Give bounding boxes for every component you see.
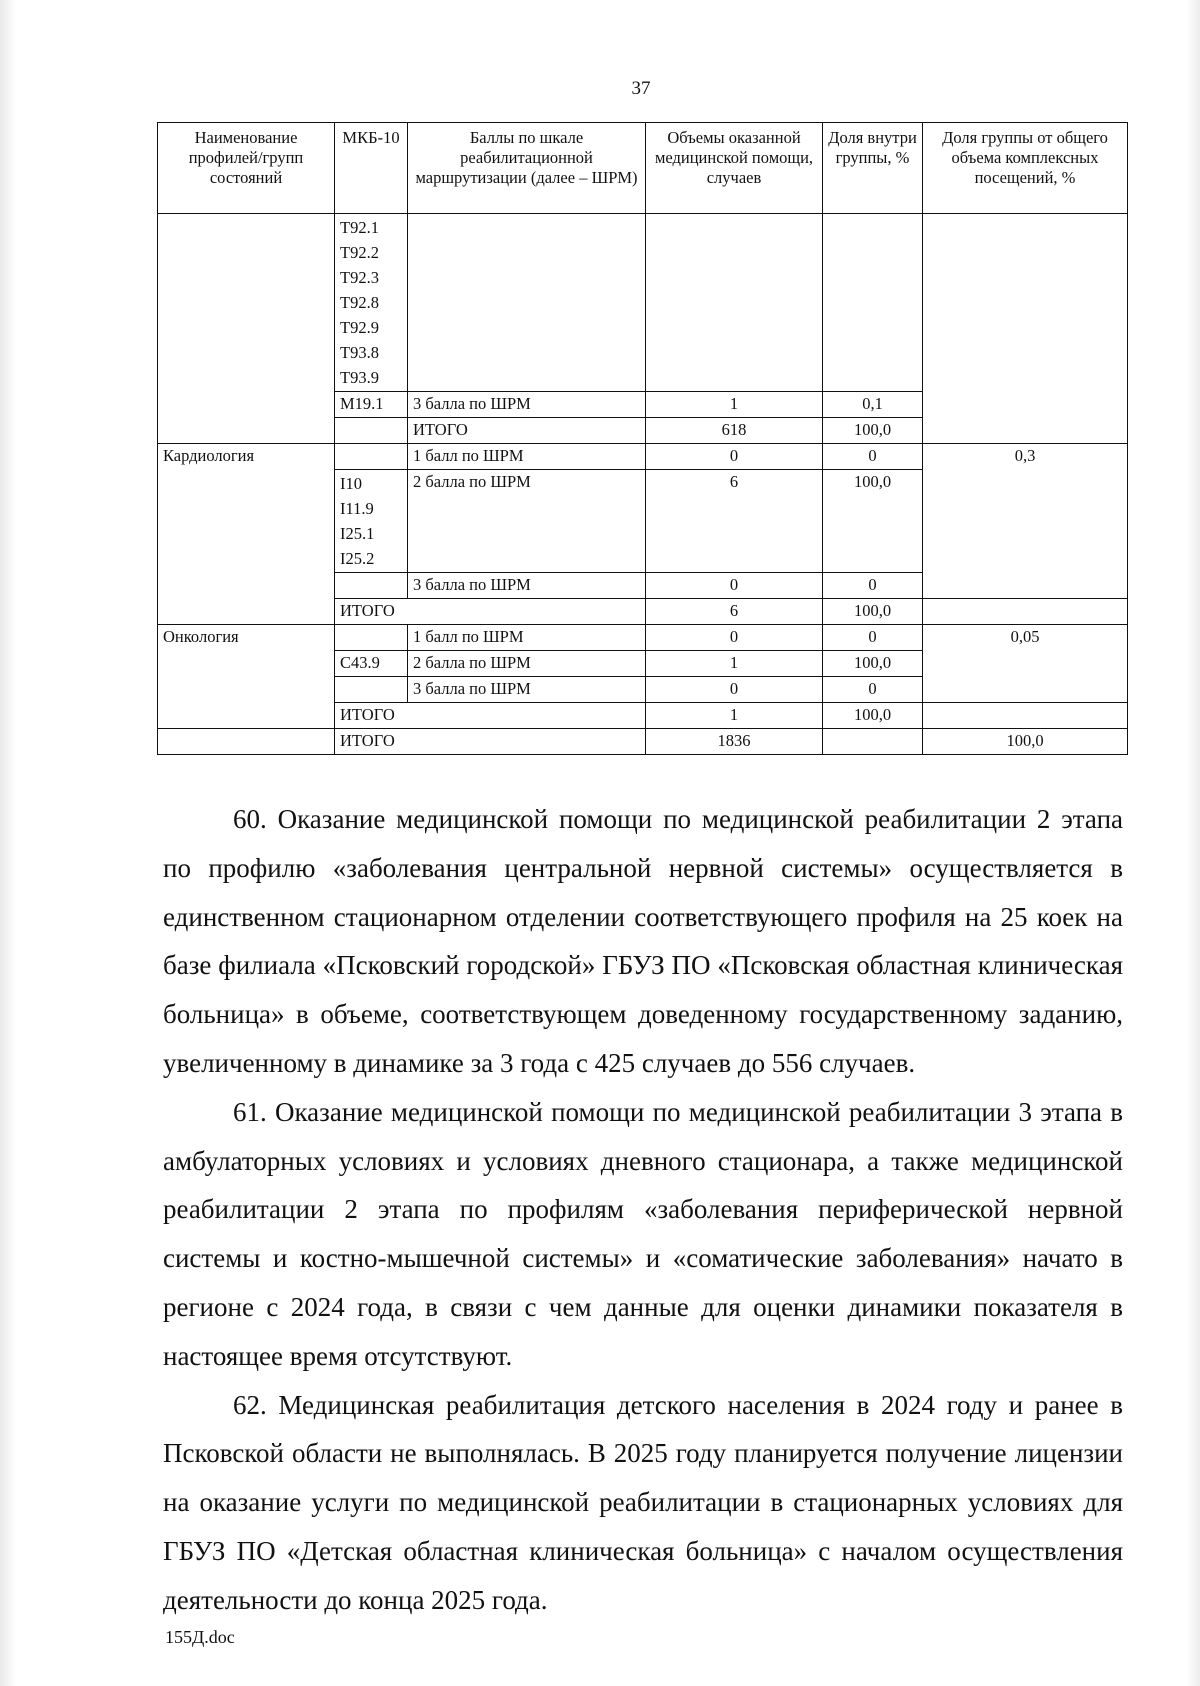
group-share-value: 100,0	[923, 729, 1128, 755]
icd-code-list	[335, 214, 408, 392]
empty-cell	[923, 703, 1128, 729]
volume-value: 1	[646, 392, 823, 418]
header-group-share: Доля группы от общего объема комплексных посещений, %	[923, 123, 1128, 214]
icd-code: T92.9	[340, 318, 379, 337]
footer-filename: 155Д.doc	[165, 1627, 235, 1647]
scan-edge-left	[0, 0, 16, 1686]
share-value: 100,0	[823, 599, 923, 625]
volume-value: 0	[646, 677, 823, 703]
empty-cell	[335, 444, 408, 470]
body-text	[163, 795, 1123, 1625]
icd-code: T92.1	[340, 218, 379, 237]
empty-cell	[823, 729, 923, 755]
share-value: 100,0	[823, 651, 923, 677]
shrm-score: 1 балл по ШРМ	[408, 625, 646, 651]
volume-value: 618	[646, 418, 823, 444]
profile-name: Онкология	[158, 625, 335, 729]
share-value: 100,0	[823, 418, 923, 444]
header-profile: Наименование профилей/групп состояний	[158, 123, 335, 214]
volume-value: 0	[646, 573, 823, 599]
share-value: 0	[823, 444, 923, 470]
empty-cell	[335, 677, 408, 703]
paragraph-61: 61. Оказание медицинской помощи по медицинской реабилитации 3 этапа в амбулаторных условиях и условиях дневного стационара, а также медицинской реабилитации 2 этапа по профилям «заболевания периферической нервной системы и костно-мышечной системы» и «соматические заболевания» начато в регионе с 2024 года, в связи с чем данные для оценки динамики показателя в настоящее время отсутствуют.	[163, 1096, 1123, 1371]
volume-value: 6	[646, 470, 823, 573]
empty-cell	[923, 599, 1128, 625]
total-label: ИТОГО	[335, 599, 646, 625]
share-value: 100,0	[823, 470, 923, 573]
volume-value: 1	[646, 651, 823, 677]
header-icd10: МКБ-10	[335, 123, 408, 214]
empty-cell	[335, 625, 408, 651]
icd-code: I25.2	[340, 549, 375, 568]
share-value: 0	[823, 573, 923, 599]
icd-code-list	[335, 470, 408, 573]
header-volume: Объемы оказанной медицинской помощи, случаев	[646, 123, 823, 214]
shrm-score: 2 балла по ШРМ	[408, 470, 646, 573]
icd-code: T92.8	[340, 293, 379, 312]
table-row	[158, 214, 1128, 392]
table-header-row	[158, 123, 1128, 214]
paragraph-62: 62. Медицинская реабилитация детского населения в 2024 году и ранее в Псковской области не выполнялась. В 2025 году планируется получение лицензии на оказание услуги по медицинской реабилитации в стационарных условиях для ГБУЗ ПО «Детская областная клиническая больница» с началом осуществления деятельности до конца 2025 года.	[163, 1389, 1123, 1615]
table-row-grand-total	[158, 729, 1128, 755]
icd-code: I11.9	[340, 499, 374, 518]
icd-code: C43.9	[335, 651, 408, 677]
empty-cell	[408, 214, 646, 392]
total-label: ИТОГО	[335, 703, 646, 729]
profile-cell-empty	[158, 214, 335, 444]
table-row	[158, 444, 1128, 470]
group-share-cell-empty	[923, 214, 1128, 444]
scan-edge-right	[1186, 0, 1200, 1686]
volume-value: 1	[646, 703, 823, 729]
volume-value: 6	[646, 599, 823, 625]
group-share-value: 0,05	[923, 625, 1128, 703]
shrm-score: 3 балла по ШРМ	[408, 392, 646, 418]
empty-cell	[646, 214, 823, 392]
shrm-score: 3 балла по ШРМ	[408, 573, 646, 599]
share-value: 0	[823, 625, 923, 651]
icd-code: T92.3	[340, 268, 379, 287]
table-row	[158, 625, 1128, 651]
share-value: 0	[823, 677, 923, 703]
header-share-in-group: Доля внутри группы, %	[823, 123, 923, 214]
total-label: ИТОГО	[335, 729, 646, 755]
shrm-score: 3 балла по ШРМ	[408, 677, 646, 703]
paragraph-60: 60. Оказание медицинской помощи по медицинской реабилитации 2 этапа по профилю «заболевания центральной нервной системы» осуществляется в единственном стационарном отделении соответствующего профиля на 25 коек на базе филиала «Псковский городской» ГБУЗ ПО «Псковская областная клиническая больница» в объеме, соответствующем доведенному государственному заданию, увеличенному в динамике за 3 года с 425 случаев до 556 случаев.	[163, 804, 1123, 1078]
group-share-value: 0,3	[923, 444, 1128, 599]
icd-code: I10	[340, 474, 362, 493]
header-shrm-score: Баллы по шкале реабилитационной маршрутизации (далее – ШРМ)	[408, 123, 646, 214]
page-number: 37	[631, 78, 651, 99]
icd-code: T93.9	[340, 368, 379, 387]
empty-cell	[823, 214, 923, 392]
volume-value: 0	[646, 625, 823, 651]
shrm-score: 1 балл по ШРМ	[408, 444, 646, 470]
empty-cell	[158, 729, 335, 755]
empty-cell	[335, 418, 408, 444]
icd-code: I25.1	[340, 524, 375, 543]
shrm-score: 2 балла по ШРМ	[408, 651, 646, 677]
icd-code: M19.1	[335, 392, 408, 418]
rehabilitation-table	[157, 122, 1128, 755]
empty-cell	[335, 573, 408, 599]
icd-code: T92.2	[340, 243, 379, 262]
volume-value: 1836	[646, 729, 823, 755]
icd-code: T93.8	[340, 343, 379, 362]
share-value: 0,1	[823, 392, 923, 418]
total-label: ИТОГО	[408, 418, 646, 444]
profile-name: Кардиология	[158, 444, 335, 625]
volume-value: 0	[646, 444, 823, 470]
share-value: 100,0	[823, 703, 923, 729]
